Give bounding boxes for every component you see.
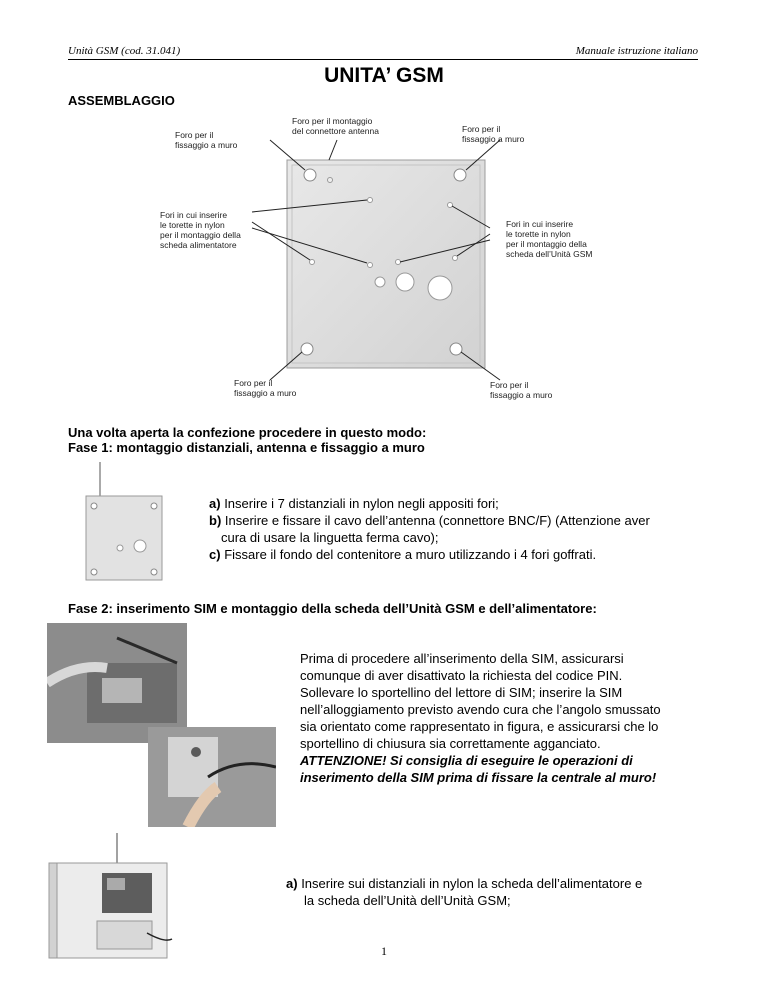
enclosure-plate: [287, 160, 485, 368]
phase1-step-a: a) Inserire i 7 distanziali in nylon negli appositi fori;: [209, 496, 499, 511]
phase1-step-c: c) Fissare il fondo del contenitore a muro utilizzando i 4 fori goffrati.: [209, 547, 597, 562]
label-top-right-hole: Foro per il fissaggio a muro: [462, 124, 525, 144]
enclosure-thumbnail: [80, 458, 170, 583]
phase2-step-a: a) Inserire sui distanziali in nylon la scheda dell’alimentatore e la scheda dell’Unità dell’Unità GSM;: [286, 876, 643, 908]
enclosure-diagram: [0, 0, 768, 420]
hole-bottom-left: [301, 343, 313, 355]
hole-top-left: [304, 169, 316, 181]
sim-photo-1: [47, 623, 187, 743]
hole-bottom-right: [450, 343, 462, 355]
phase2-paragraph: Prima di procedere all’inserimento della SIM, assicurarsi comunque di aver disattivato la richiesta del codice PIN. Sollevare lo sportellino del lettore di SIM; inserire la SIM nell’alloggiamento previsto avendo cura che l’angolo smussato sia orientato come rappresentato in figura, e assicurarsi che lo sportellino di chiusura sia correttamente agganciato. ATTENZIONE! Si consiglia di eseguire le operazioni di inserimento della SIM prima di fissare la centrale al muro!: [300, 650, 702, 786]
phase2-heading: Fase 2: inserimento SIM e montaggio della scheda dell’Unità GSM e dell’alimentatore:: [68, 601, 597, 616]
label-top-left-hole: Foro per il fissaggio a muro: [175, 130, 238, 150]
label-right-holes: Fori in cui inserire le torette in nylon per il montaggio della scheda dell’Unità GSM: [506, 219, 593, 259]
label-left-holes: Fori in cui inserire le torette in nylon per il montaggio della scheda alimentatore: [160, 210, 241, 250]
label-bottom-right-hole: Foro per il fissaggio a muro: [490, 380, 553, 400]
intro-text: Una volta aperta la confezione procedere in questo modo:: [68, 425, 427, 440]
phase1-step-b: b) Inserire e fissare il cavo dell’antenna (connettore BNC/F) (Attenzione aver: [209, 513, 650, 528]
page-title: UNITA’ GSM: [324, 64, 444, 87]
hole-top-right: [454, 169, 466, 181]
phase1-steps: a) Inserire i 7 distanziali in nylon negli appositi fori; b) Inserire e fissare il cavo dell’antenna (connettore BNC/F) (Attenzione aver cura di usare la linguetta ferma cavo); c) Fissare il fondo del contenitore a muro utilizzando i 4 fori goffrati.: [209, 495, 709, 563]
section-heading: ASSEMBLAGGIO: [68, 93, 175, 108]
phase1-heading: Fase 1: montaggio distanziali, antenna e fissaggio a muro: [68, 440, 425, 455]
header-left: Unità GSM (cod. 31.041): [68, 45, 181, 57]
label-bottom-left-hole: Foro per il fissaggio a muro: [234, 378, 297, 398]
header-right: Manuale istruzione italiano: [575, 45, 698, 57]
page-number: 1: [381, 944, 387, 958]
warning-text: ATTENZIONE! Si consiglia di eseguire le operazioni di inserimento della SIM prima di fissare la centrale al muro!: [300, 753, 657, 785]
sim-photo-2: [148, 727, 276, 827]
label-antenna-hole: Foro per il montaggio del connettore antenna: [292, 116, 379, 136]
